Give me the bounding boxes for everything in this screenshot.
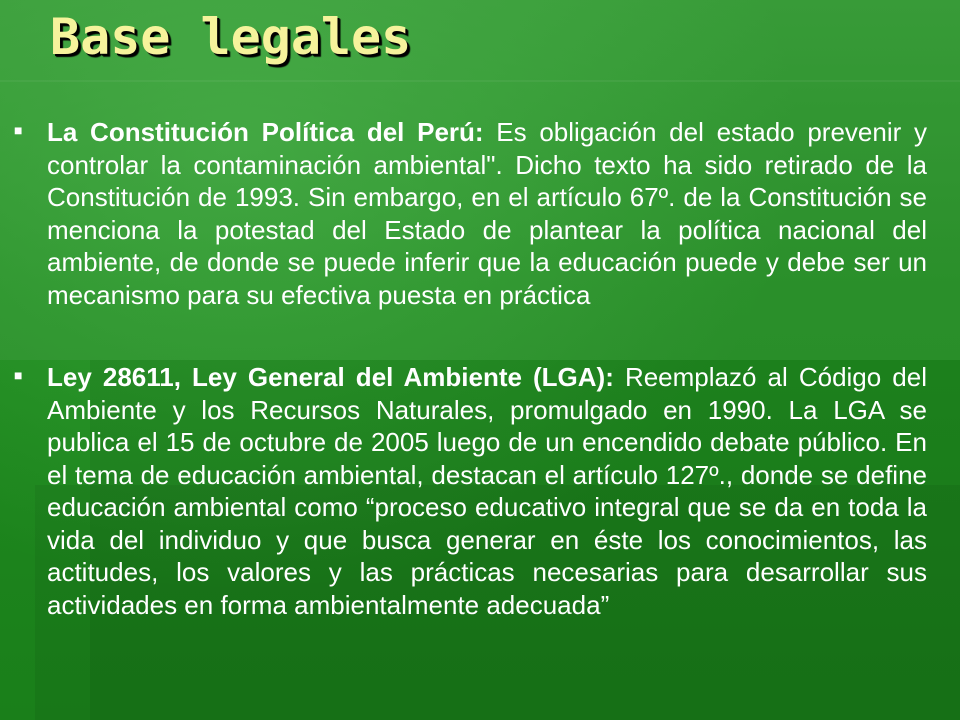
item-lead: Ley 28611, Ley General del Ambiente (LGA): — [47, 362, 614, 392]
square-bullet-icon: ■ — [14, 122, 23, 138]
square-bullet-icon: ■ — [14, 367, 23, 383]
slide-title: Base legales — [50, 8, 412, 66]
item-text: Reemplazó al Código del Ambiente y los Recursos Naturales, promulgado en 1990. La LGA se publica el 15 de octubre de 2005 luego de un encendido debate público. En el tema de educación ambiental, destacan el artículo 127º., donde se define educación ambiental como “proceso educativo integral que se da en toda la vida del individuo y que busca generar en éste los conocimientos, las actitudes, los valores y las prácticas necesarias para desarrollar sus actividades en forma ambientalmente adecuada” — [47, 362, 927, 620]
background-line — [0, 80, 960, 82]
item-text: Es obligación del estado prevenir y controlar la contaminación ambiental". Dicho texto ha sido retirado de la Constitución de 1993. Sin embargo, en el artículo 67º. de la Constitución se menciona la potestad del Estado de plantear la política nacional del ambiente, de donde se puede inferir que la educación puede y debe ser un mecanismo para su efectiva puesta en práctica — [47, 117, 927, 310]
list-item-ley-general — [0, 361, 927, 621]
list-item-constitucion — [0, 116, 927, 311]
content-list — [0, 116, 960, 621]
item-lead: La Constitución Política del Perú: — [47, 117, 484, 147]
